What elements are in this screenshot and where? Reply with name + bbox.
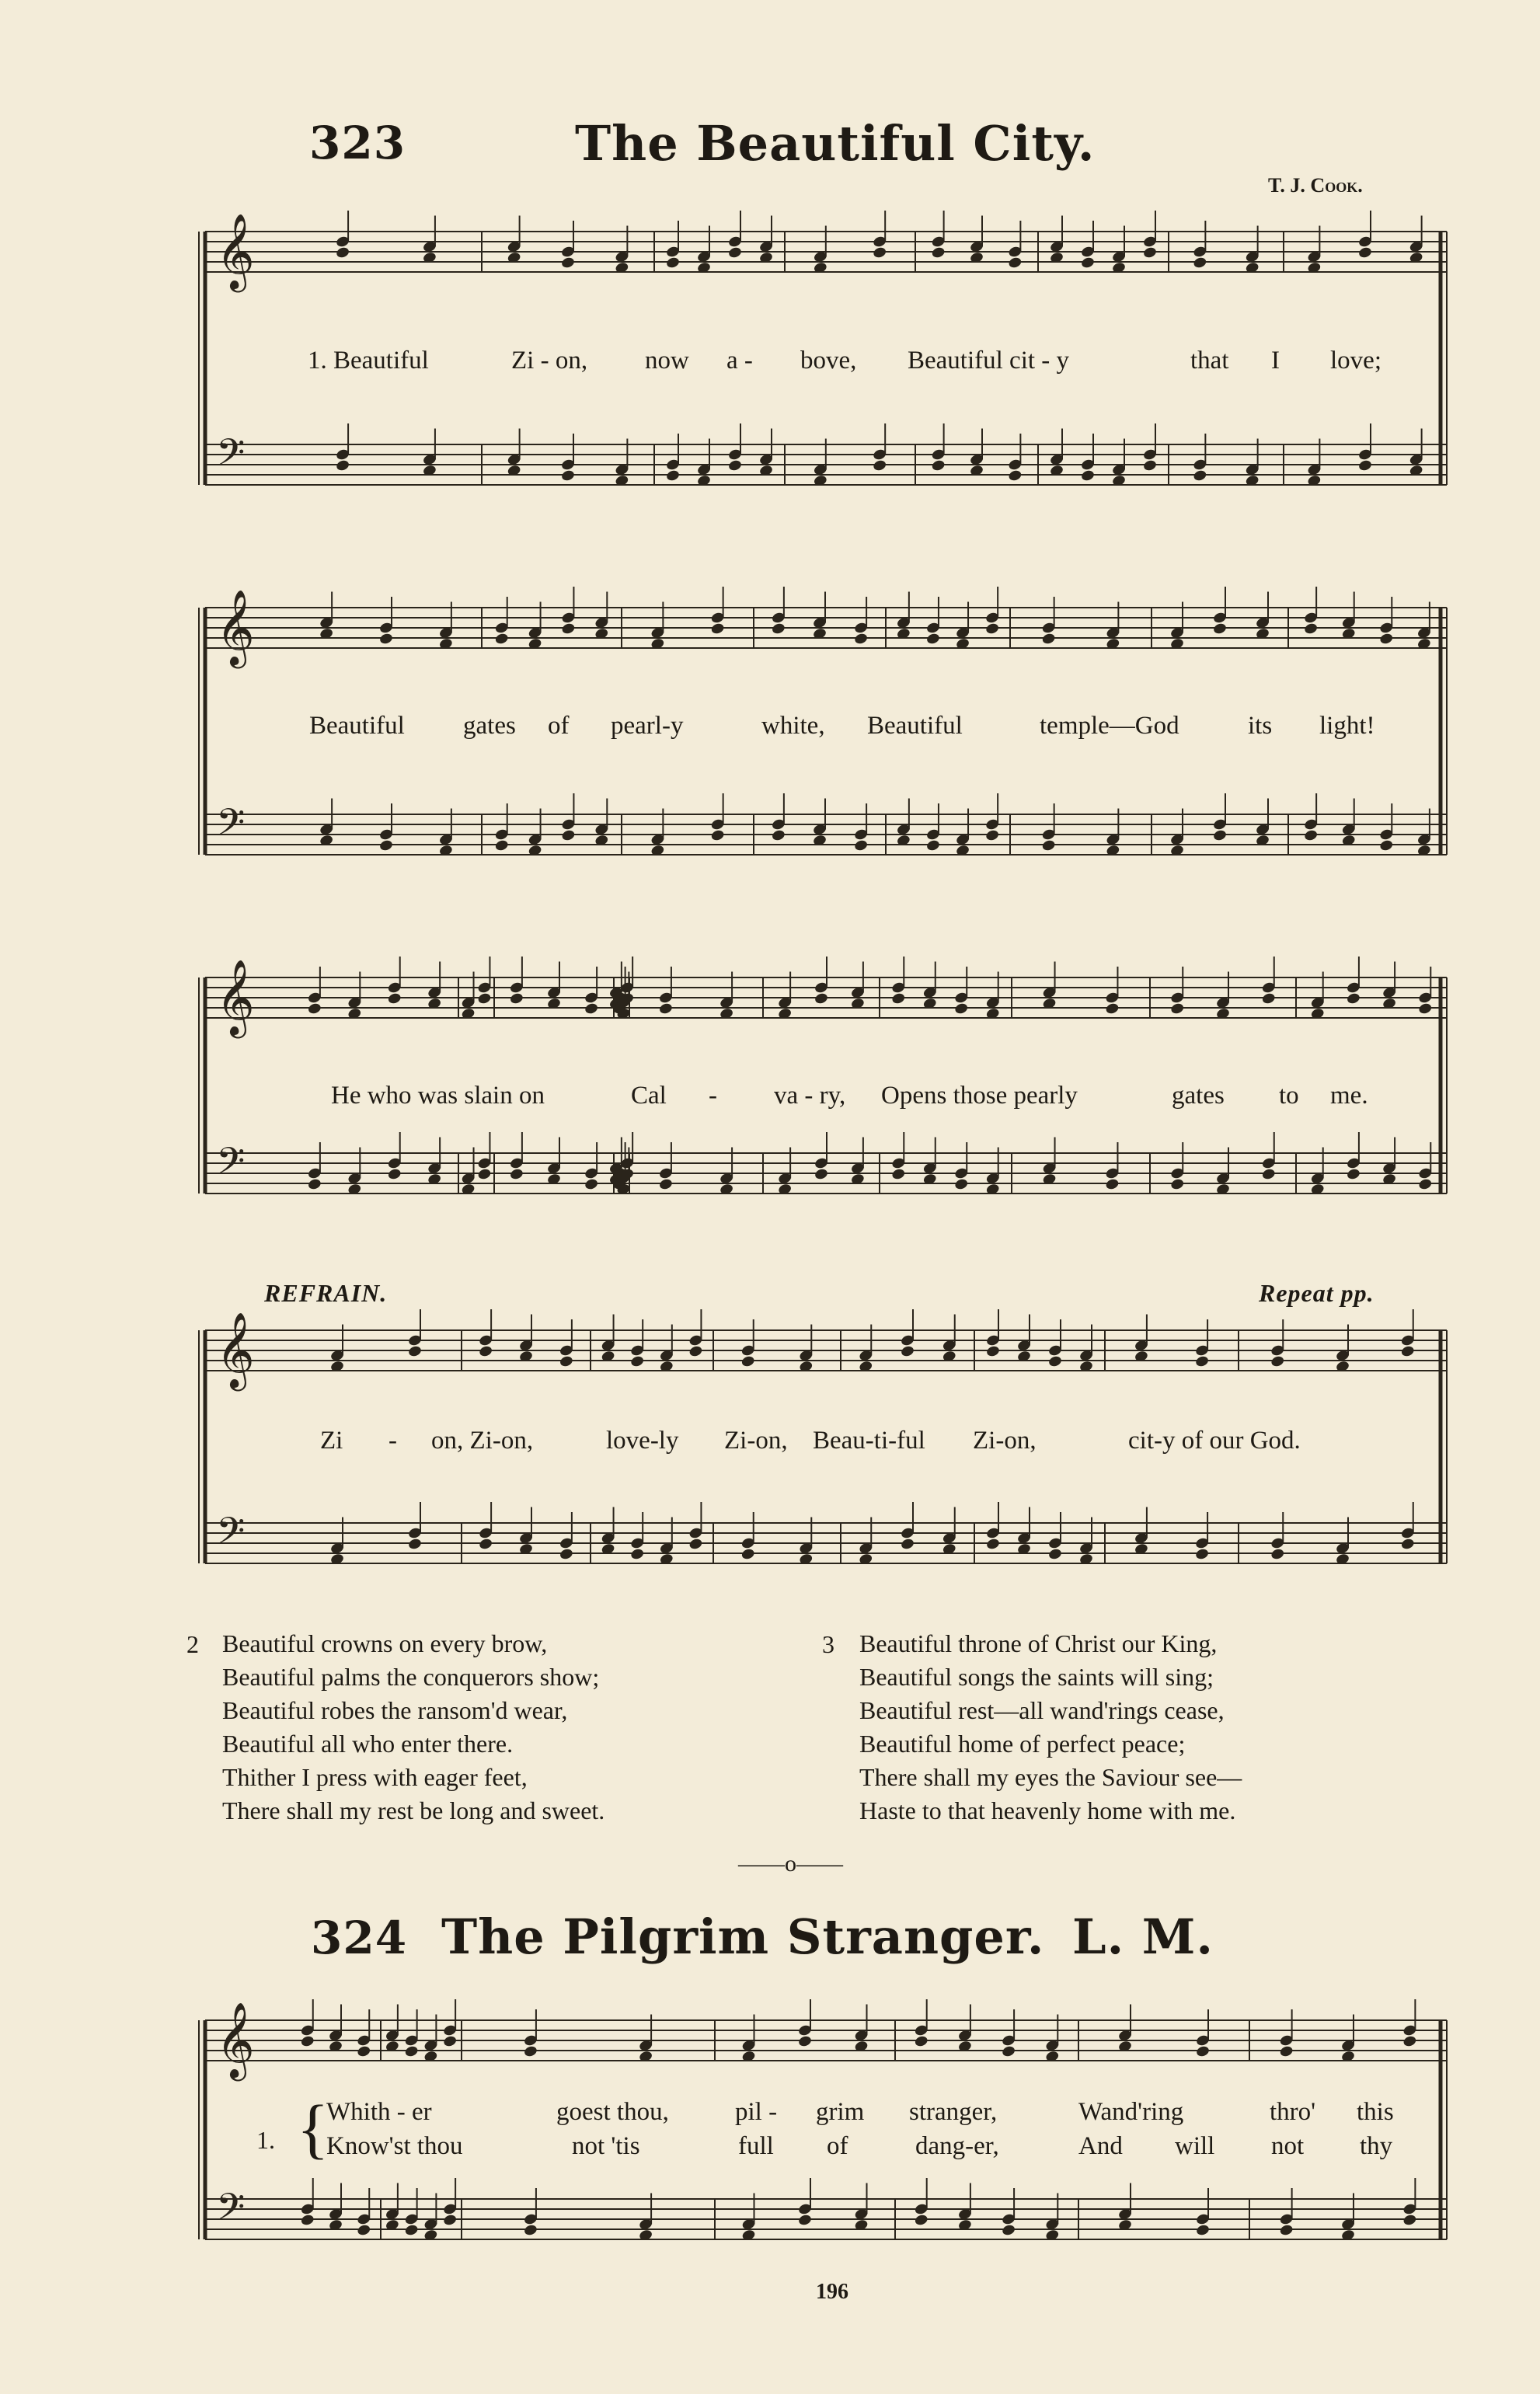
hymn-meter: L. M. [1072,1908,1214,1965]
notehead [854,839,869,852]
lyric-syllable: love-ly [606,1427,679,1455]
notehead [1170,1178,1185,1191]
notehead [630,1355,645,1368]
notehead [559,1355,573,1368]
lyric-syllable: temple—God [1040,712,1179,740]
notehead [1346,992,1361,1005]
lyric-syllable: that [1190,347,1229,375]
verse-line: Beautiful songs the saints will sing; [859,1663,1214,1691]
notehead [954,1178,969,1191]
notehead [1047,1548,1062,1561]
notehead [357,2045,371,2058]
lyric-syllable: - [709,1082,717,1110]
notehead [900,1345,915,1358]
notehead [1261,1168,1276,1181]
lyric-syllable: He who was slain on [331,1082,545,1110]
notehead [931,246,946,260]
hymn-number: 323 [309,117,406,169]
notehead [479,1345,493,1358]
notehead [873,459,887,472]
notehead [561,829,576,842]
lyric-syllable: dang-er, [915,2132,999,2160]
notehead [891,992,906,1005]
lyric-syllable: its [1248,712,1273,740]
lyric-syllable: grim [816,2098,865,2126]
notehead [1080,256,1095,270]
verse-number: 2 [186,1630,199,1658]
lyric-syllable: not [1271,2132,1305,2160]
lyric-syllable: a - [726,347,753,375]
notehead [710,622,725,636]
bass-clef-icon: 𝄢 [216,1509,246,1562]
notehead [891,1168,906,1181]
notehead [404,2045,419,2058]
lyric-syllable: gates [463,712,516,740]
notehead [1418,1002,1433,1016]
notehead [727,246,742,260]
notehead [523,2045,538,2058]
notehead [1279,2224,1294,2237]
notehead [873,246,887,260]
verse-line: There shall my eyes the Saviour see— [859,1763,1242,1791]
lyric-syllable: to [1279,1082,1299,1110]
lyric-syllable: va - ry, [774,1082,846,1110]
notehead [985,1538,1000,1551]
lyric-syllable: goest thou, [556,2098,669,2126]
notehead [479,1538,493,1551]
notehead [509,1168,524,1181]
notehead [1008,256,1023,270]
verse-line: Beautiful palms the conquerors show; [222,1663,600,1691]
notehead [914,2035,929,2048]
verse-2 [222,1627,605,1828]
treble-clef-icon: 𝄞 [216,959,255,1035]
notehead [387,1168,402,1181]
verse-line: Beautiful robes the ransom'd wear, [222,1696,568,1724]
notehead [443,2214,458,2227]
verse-line: Beautiful throne of Christ our King, [859,1629,1218,1657]
notehead [1002,2224,1016,2237]
verse-line: Haste to that heavenly home with me. [859,1796,1236,1824]
notehead [1195,2224,1210,2237]
notehead [561,622,576,636]
notehead [494,632,509,646]
notehead [1402,2214,1417,2227]
notehead [925,839,940,852]
lyric-syllable: thy [1360,2132,1393,2160]
notehead [378,839,393,852]
lyric-syllable: Zi-on, [724,1427,788,1455]
notehead [771,622,786,636]
notehead [584,1178,599,1191]
notehead [1346,1168,1361,1181]
notehead [985,829,1000,842]
lyric-syllable: not 'tis [572,2132,640,2160]
bass-clef-icon: 𝄢 [216,430,246,483]
notehead [1002,2045,1016,2058]
verse-line: Beautiful rest—all wand'rings cease, [859,1696,1225,1724]
notehead [985,1345,1000,1358]
notehead [387,992,402,1005]
notehead [1279,2045,1294,2058]
lyric-syllable: I [1271,347,1280,375]
bass-clef-icon: 𝄢 [216,800,246,853]
notehead [407,1538,422,1551]
treble-clef-icon: 𝄞 [216,213,255,289]
composer-credit: T. J. Cook. [1268,174,1363,197]
notehead [1261,992,1276,1005]
notehead [357,2224,371,2237]
lyric-syllable: of [548,712,570,740]
lyric-syllable: Wand'ring [1078,2098,1184,2126]
lyric-syllable: will [1175,2132,1215,2160]
lyric-syllable: on, Zi-on, [431,1427,534,1455]
verse-number: 3 [822,1630,834,1658]
notehead [1379,632,1394,646]
notehead [1041,632,1056,646]
notehead [404,2224,419,2237]
notehead [336,459,350,472]
brace-icon: { [297,2091,329,2166]
lyric-syllable: pil - [735,2098,778,2126]
lyric-syllable: 1. Beautiful [308,347,429,375]
lyric-syllable: gates [1172,1082,1225,1110]
notehead [1357,459,1372,472]
notehead [1105,1178,1120,1191]
lyric-syllable: Cal [631,1082,667,1110]
lyric-syllable: Beautiful [309,712,405,740]
notehead [1304,829,1319,842]
notehead [900,1538,915,1551]
notehead [740,1548,755,1561]
notehead [1195,1548,1210,1561]
notehead [1105,1002,1120,1016]
notehead [494,839,509,852]
notehead [665,256,680,270]
lyric-syllable: Beautiful cit - y [908,347,1070,375]
notehead [307,1002,322,1016]
notehead [300,2035,315,2048]
notehead [1142,459,1157,472]
verse-line: There shall my rest be long and sweet. [222,1796,605,1824]
lyric-syllable: thro' [1270,2098,1316,2126]
notehead [523,2224,538,2237]
notehead [443,2035,458,2048]
notehead [1304,622,1319,636]
notehead [584,1002,599,1016]
notehead [665,469,680,483]
lyric-syllable: pearl-y [611,712,684,740]
hymn-number: 324 [311,1911,408,1964]
lyric-syllable: And [1078,2132,1123,2160]
lyric-syllable: Zi [320,1427,343,1455]
lyric-syllable: Zi - on, [511,347,588,375]
lyric-syllable: white, [761,712,825,740]
lyric-syllable: Opens those pearly [881,1082,1078,1110]
notehead [710,829,725,842]
repeat-instruction: Repeat pp. [1259,1279,1375,1307]
lyric-syllable: Beautiful [867,712,963,740]
notehead [1212,622,1227,636]
lyric-syllable: love; [1330,347,1381,375]
notehead [1402,2035,1417,2048]
lyric-syllable: Whith - er [326,2098,432,2126]
lyric-syllable: of [827,2132,848,2160]
verse-line: Beautiful all who enter there. [222,1730,514,1758]
notehead [1170,1002,1185,1016]
notehead [1357,246,1372,260]
notehead [477,992,492,1005]
notehead [1142,246,1157,260]
notehead [658,1178,673,1191]
lyric-syllable: Zi-on, [973,1427,1037,1455]
verse-3 [859,1627,1242,1828]
lyric-syllable: cit-y of our God. [1128,1427,1301,1455]
notehead [954,1002,969,1016]
notehead [630,1548,645,1561]
verse-line: Thither I press with eager feet, [222,1763,528,1791]
notehead [985,622,1000,636]
lyric-syllable: me. [1330,1082,1368,1110]
verse-line: Beautiful home of perfect peace; [859,1730,1186,1758]
notehead [814,992,828,1005]
lyric-syllable: this [1357,2098,1394,2126]
notehead [1041,839,1056,852]
notehead [1400,1345,1415,1358]
lyric-syllable: Know'st thou [326,2132,463,2160]
lyric-syllable: light! [1319,712,1375,740]
notehead [378,632,393,646]
notehead [914,2214,929,2227]
lyric-syllable: - [388,1427,397,1455]
notehead [931,459,946,472]
lyric-syllable: Beau-ti-ful [813,1427,925,1455]
refrain-label: REFRAIN. [264,1279,388,1307]
notehead [1080,469,1095,483]
notehead [1270,1355,1285,1368]
notehead [1379,839,1394,852]
notehead [1193,469,1207,483]
notehead [727,459,742,472]
verse-number: 1. [256,2126,275,2154]
notehead [854,632,869,646]
lyric-syllable: bove, [800,347,857,375]
notehead [925,632,940,646]
notehead [814,1168,828,1181]
notehead [1400,1538,1415,1551]
notehead [1418,1178,1433,1191]
notehead [771,829,786,842]
notehead [1270,1548,1285,1561]
treble-clef-icon: 𝄞 [216,2002,255,2078]
treble-clef-icon: 𝄞 [216,1312,255,1388]
section-divider: ——o—— [738,1851,843,1877]
notehead [1193,256,1207,270]
lyric-syllable: now [645,347,689,375]
lyric-syllable: stranger, [909,2098,998,2126]
notehead [1047,1355,1062,1368]
notehead [307,1178,322,1191]
verse-line: Beautiful crowns on every brow, [222,1629,548,1657]
notehead [688,1345,703,1358]
treble-clef-icon: 𝄞 [216,589,255,665]
bass-clef-icon: 𝄢 [216,2185,246,2238]
notehead [688,1538,703,1551]
notehead [560,469,575,483]
notehead [477,1168,492,1181]
notehead [658,1002,673,1016]
notehead [797,2035,812,2048]
notehead [797,2214,812,2227]
lyric-syllable: full [738,2132,774,2160]
notehead [300,2214,315,2227]
bass-clef-icon: 𝄢 [216,1139,246,1192]
notehead [1212,829,1227,842]
notehead [559,1548,573,1561]
page-number: 196 [816,2280,848,2304]
notehead [336,246,350,260]
hymn-title: The Pilgrim Stranger. [441,1908,1045,1965]
notehead [407,1345,422,1358]
notehead [1195,2045,1210,2058]
hymn-title: The Beautiful City. [575,115,1096,172]
notehead [1008,469,1023,483]
notehead [509,992,524,1005]
notehead [1195,1355,1210,1368]
notehead [740,1355,755,1368]
notehead [560,256,575,270]
